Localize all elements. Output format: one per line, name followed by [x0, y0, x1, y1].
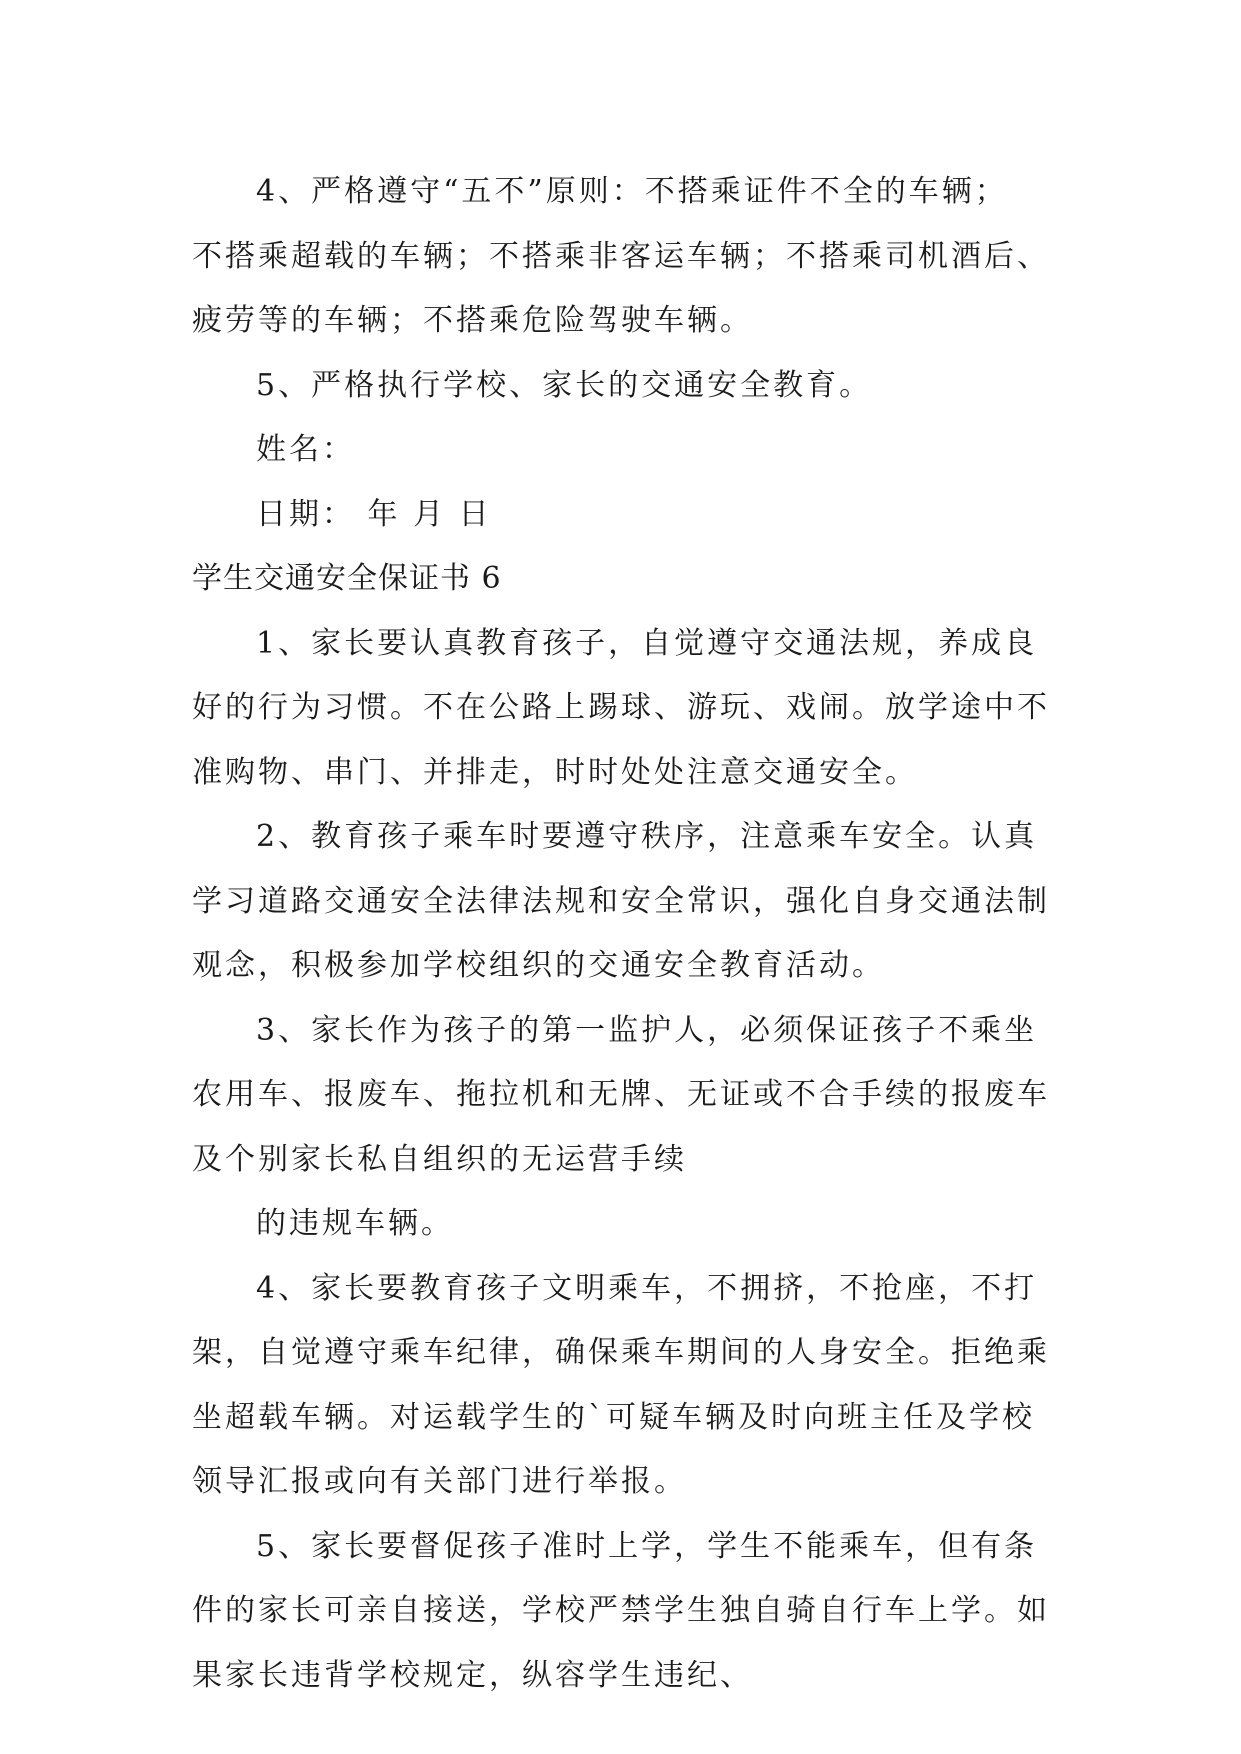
text-line: 果家长违背学校规定，纵容学生违纪、: [192, 1657, 753, 1693]
text-line: 不搭乘超载的车辆；不搭乘非客运车辆；不搭乘司机酒后、: [192, 238, 1050, 274]
text-line: 4、家长要教育孩子文明乘车，不拥挤，不抢座，不打: [256, 1270, 1038, 1306]
text-line: 准购物、串门、并排走，时时处处注意交通安全。: [192, 754, 918, 790]
text-line: 农用车、报废车、拖拉机和无牌、无证或不合手续的报废车: [192, 1077, 1050, 1112]
text-line: 姓名：: [256, 432, 355, 467]
text-line: 好的行为习惯。不在公路上踢球、游玩、戏闹。放学途中不: [192, 690, 1050, 725]
text-line: 日期： 年 月 日: [256, 496, 492, 532]
text-line: 2、教育孩子乘车时要遵守秩序，注意乘车安全。认真: [256, 819, 1038, 854]
text-line: 坐超载车辆。对运载学生的`可疑车辆及时向班主任及学校: [192, 1399, 1035, 1435]
text-line: 架，自觉遵守乘车纪律，确保乘车期间的人身安全。拒绝乘: [192, 1335, 1050, 1370]
text-line: 1、家长要认真教育孩子，自觉遵守交通法规，养成良: [256, 625, 1038, 661]
text-line: 观念，积极参加学校组织的交通安全教育活动。: [192, 948, 885, 983]
text-line: 疲劳等的车辆；不搭乘危险驾驶车辆。: [192, 303, 753, 338]
text-line: 5、家长要督促孩子准时上学，学生不能乘车，但有条: [256, 1528, 1038, 1564]
text-line: 的违规车辆。: [256, 1206, 454, 1241]
text-line: 4、严格遵守“五不”原则：不搭乘证件不全的车辆；: [256, 174, 1008, 209]
document-body: [192, 160, 1112, 1708]
section-title: 学生交通安全保证书 6: [192, 561, 502, 596]
text-line: 5、严格执行学校、家长的交通安全教育。: [256, 367, 873, 403]
text-line: 及个别家长私自组织的无运营手续: [192, 1141, 687, 1177]
text-line: 件的家长可亲自接送，学校严禁学生独自骑自行车上学。如: [192, 1593, 1050, 1628]
text-line: 学习道路交通安全法律法规和安全常识，强化自身交通法制: [192, 883, 1050, 919]
text-line: 3、家长作为孩子的第一监护人，必须保证孩子不乘坐: [256, 1012, 1038, 1048]
text-line: 领导汇报或向有关部门进行举报。: [192, 1464, 687, 1499]
